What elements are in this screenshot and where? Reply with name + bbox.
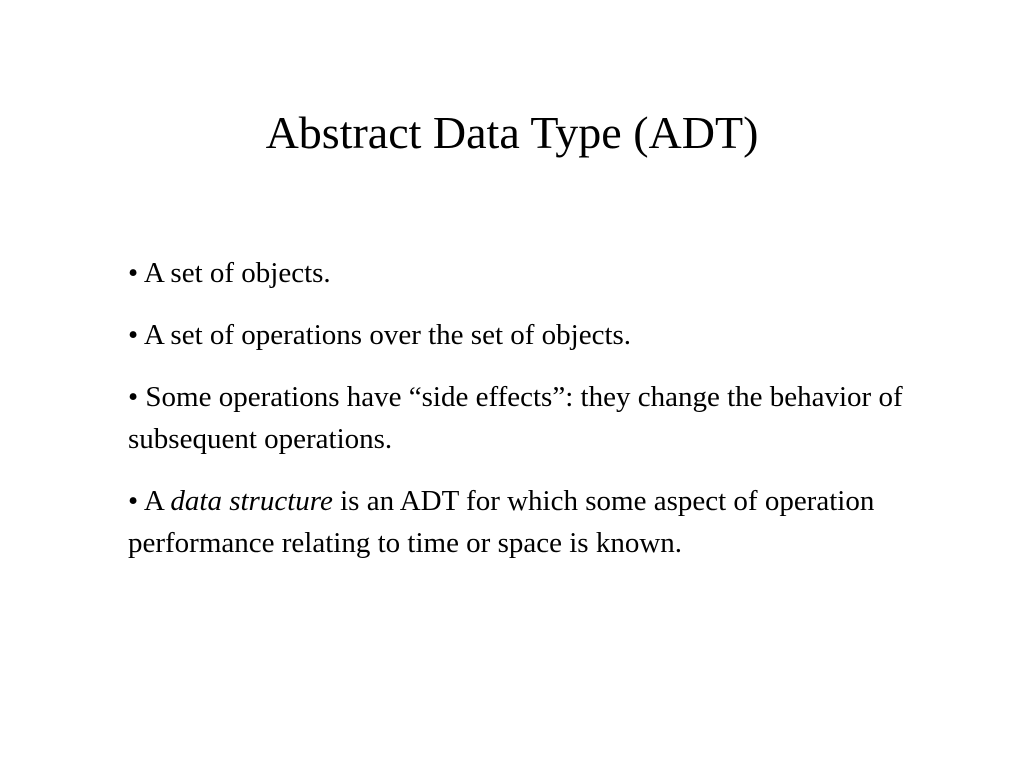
bullet-emphasis-data-structure: data structure — [170, 485, 333, 517]
bullet-text: A set of operations over the set of objects. — [143, 319, 632, 351]
bullet-list — [128, 252, 948, 584]
bullet-text-before: A — [143, 485, 164, 517]
bullet-item-data-structure — [128, 480, 948, 564]
bullet-item-operations — [128, 314, 948, 356]
bullet-marker: • — [128, 381, 139, 413]
bullet-marker: • — [128, 485, 139, 517]
bullet-item-objects — [128, 252, 948, 294]
bullet-marker: • — [128, 319, 139, 351]
bullet-item-side-effects — [128, 376, 948, 460]
bullet-text: A set of objects. — [143, 257, 331, 289]
bullet-marker: • — [128, 257, 139, 289]
bullet-text: Some operations have “side effects”: they change the behavior of subsequent operations. — [128, 381, 903, 455]
bullet-text-after: is an ADT for which some aspect of operation performance relating to time or space is known. — [128, 485, 875, 559]
slide-title: Abstract Data Type (ADT) — [265, 107, 759, 158]
